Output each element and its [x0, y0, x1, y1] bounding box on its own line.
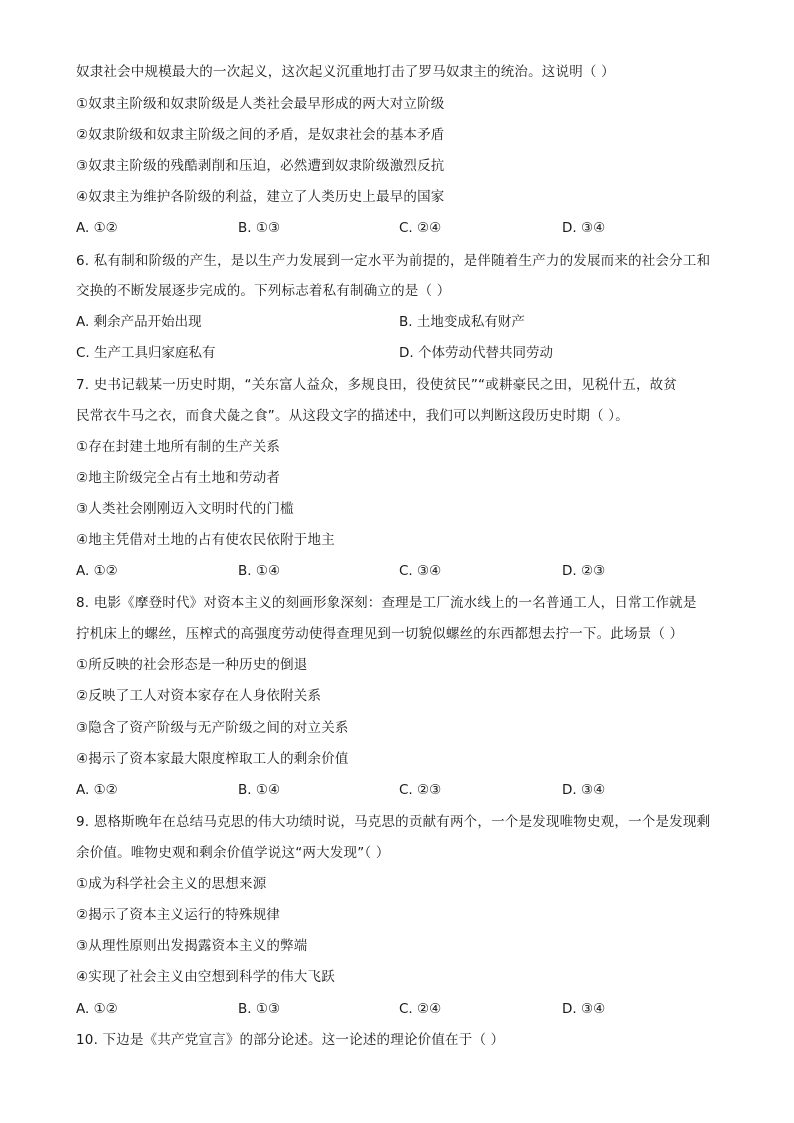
q7-stem-line-1: 7. 史书记载某一历史时期，“关东富人益众，多规良田，役使贫民”“或耕豪民之田，见税什五，故贫 [76, 377, 678, 393]
q5-item-2: ②奴隶阶级和奴隶主阶级之间的矛盾，是奴隶社会的基本矛盾 [76, 127, 445, 143]
q7-item-2: ②地主阶级完全占有土地和劳动者 [76, 470, 281, 486]
q8-option-c: C. ②③ [399, 782, 442, 798]
q8-item-2: ②反映了工人对资本家存在人身依附关系 [76, 688, 322, 704]
q6-option-a: A. 剩余产品开始出现 [76, 314, 202, 330]
q7-item-4: ④地主凭借对土地的占有使农民依附于地主 [76, 532, 335, 548]
q8-item-4: ④揭示了资本家最大限度榨取工人的剩余价值 [76, 751, 349, 767]
q6-options-row-1 [76, 312, 736, 332]
q6-option-c: C. 生产工具归家庭私有 [76, 345, 216, 361]
q10-stem: 10. 下边是《共产党宣言》的部分论述。这一论述的理论价值在于（ ） [76, 1032, 505, 1048]
q5-option-a: A. ①② [76, 220, 118, 236]
q8-option-b: B. ①④ [238, 782, 281, 798]
q5-item-3: ③奴隶主阶级的残酷剥削和压迫，必然遭到奴隶阶级激烈反抗 [76, 158, 445, 174]
q9-option-b: B. ①③ [238, 1001, 281, 1017]
q9-option-d: D. ③④ [562, 1001, 606, 1017]
q9-item-2: ②揭示了资本主义运行的特殊规律 [76, 907, 281, 923]
q8-stem-line-2: 拧机床上的螺丝，压榨式的高强度劳动使得查理见到一切貌似螺丝的东西都想去拧一下。此场景（ ） [76, 626, 684, 642]
q7-option-a: A. ①② [76, 563, 118, 579]
q7-options [76, 561, 736, 581]
q6-options-row-2 [76, 343, 736, 363]
q5-option-d: D. ③④ [562, 220, 606, 236]
q9-item-4: ④实现了社会主义由空想到科学的伟大飞跃 [76, 969, 335, 985]
q9-item-1: ①成为科学社会主义的思想来源 [76, 876, 267, 892]
q6-stem-line-1: 6. 私有制和阶级的产生，是以生产力发展到一定水平为前提的，是伴随着生产力的发展而来的社会分工和 [76, 253, 711, 269]
q5-option-c: C. ②④ [399, 220, 442, 236]
q8-option-d: D. ③④ [562, 782, 606, 798]
q8-option-a: A. ①② [76, 782, 118, 798]
q9-stem-line-1: 9. 恩格斯晚年在总结马克思的伟大功绩时说，马克思的贡献有两个，一个是发现唯物史观，一个是发现剩 [76, 814, 711, 830]
q7-stem-line-2: 民常衣牛马之衣，而食犬彘之食”。从这段文字的描述中，我们可以判断这段历史时期（ ）。 [76, 408, 629, 424]
q9-item-3: ③从理性原则出发揭露资本主义的弊端 [76, 938, 308, 954]
q5-stem-tail: 奴隶社会中规模最大的一次起义，这次起义沉重地打击了罗马奴隶主的统治。这说明（ ） [76, 64, 615, 80]
q7-option-d: D. ②③ [562, 563, 606, 579]
q9-option-a: A. ①② [76, 1001, 118, 1017]
q8-item-1: ①所反映的社会形态是一种历史的倒退 [76, 657, 308, 673]
q6-option-b: B. 土地变成私有财产 [399, 314, 525, 330]
q7-item-3: ③人类社会刚刚迈入文明时代的门槛 [76, 501, 294, 517]
q7-option-b: B. ①④ [238, 563, 281, 579]
q6-option-d: D. 个体劳动代替共同劳动 [399, 345, 553, 361]
q9-options [76, 999, 736, 1019]
q8-stem-line-1: 8. 电影《摩登时代》对资本主义的刻画形象深刻：查理是工厂流水线上的一名普通工人，日常工作就是 [76, 595, 697, 611]
q5-options [76, 218, 736, 238]
q5-item-4: ④奴隶主为维护各阶级的利益，建立了人类历史上最早的国家 [76, 189, 445, 205]
q8-options [76, 780, 736, 800]
q8-item-3: ③隐含了资产阶级与无产阶级之间的对立关系 [76, 720, 349, 736]
q7-option-c: C. ③④ [399, 563, 442, 579]
q5-option-b: B. ①③ [238, 220, 281, 236]
q6-stem-line-2: 交换的不断发展逐步完成的。下列标志着私有制确立的是（ ） [76, 283, 451, 299]
q9-stem-line-2: 余价值。唯物史观和剩余价值学说这“两大发现”（ ） [76, 845, 390, 861]
q9-option-c: C. ②④ [399, 1001, 442, 1017]
q5-item-1: ①奴隶主阶级和奴隶阶级是人类社会最早形成的两大对立阶级 [76, 96, 445, 112]
q7-item-1: ①存在封建土地所有制的生产关系 [76, 439, 281, 455]
